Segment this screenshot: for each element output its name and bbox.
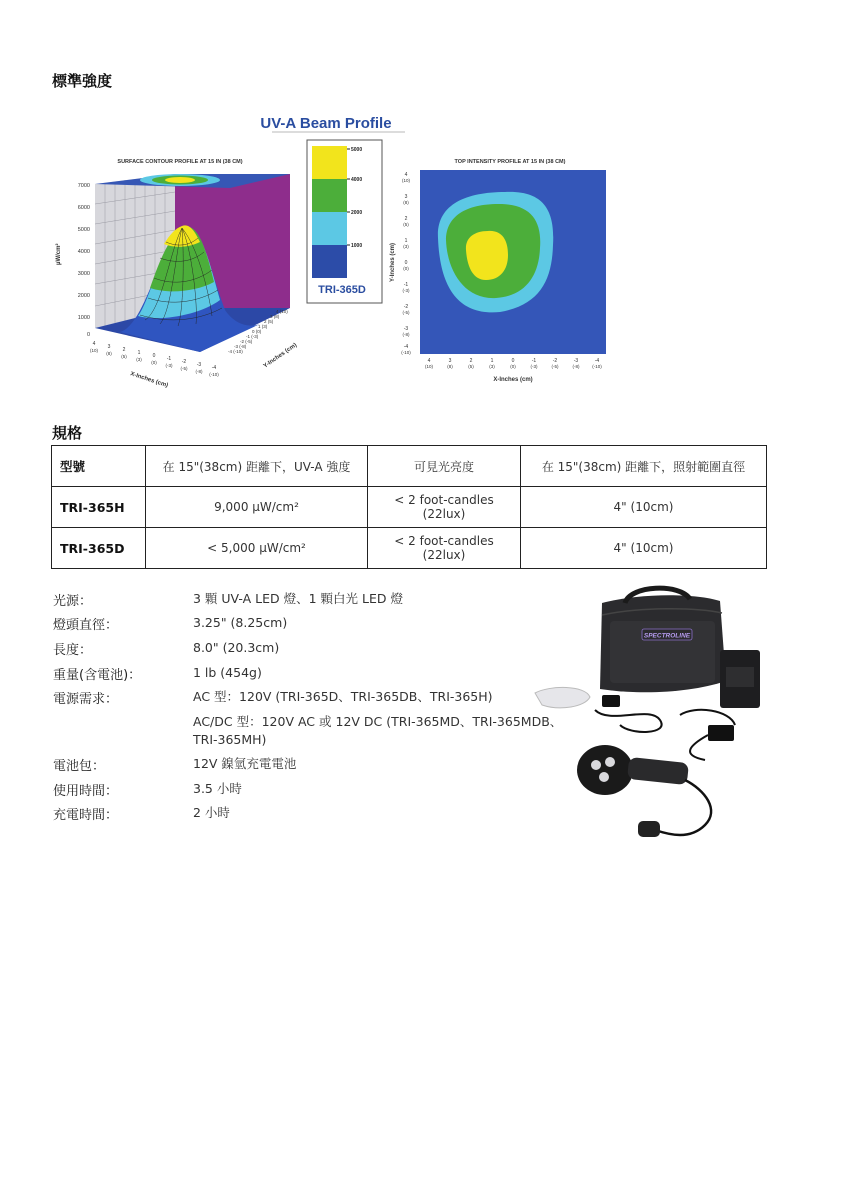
- top-profile-title: TOP INTENSITY PROFILE AT 15 IN (38 CM): [454, 159, 566, 165]
- surface-x-label: X-Inches (cm): [129, 371, 169, 390]
- spec-value-weight: 1 lb (454g): [193, 665, 262, 680]
- legend-model-label: TRI-365D: [318, 284, 366, 296]
- top-ysub: (-8): [402, 332, 410, 337]
- surface-ztick: 1 (3): [258, 324, 268, 329]
- table-cell: 4" (10cm): [521, 487, 767, 528]
- table-cell-model: TRI-365D: [52, 528, 146, 569]
- table-header-cell: 可見光亮度: [368, 446, 521, 487]
- surface-xsub: (-5): [180, 366, 188, 371]
- lamp-head: [577, 745, 633, 795]
- legend-value: 2000: [351, 210, 363, 216]
- charger-plug: [602, 695, 620, 707]
- top-y-ticks: [401, 172, 411, 350]
- top-ytick: -4: [403, 344, 409, 350]
- legend-value: 4000: [351, 177, 363, 183]
- surface-ytick: 2000: [77, 293, 90, 299]
- surface-ztick: -4 (-10): [228, 349, 243, 354]
- spec-value-length: 8.0" (20.3cm): [193, 640, 280, 655]
- top-y-label: Y-Inches (cm): [390, 242, 396, 282]
- spec-label-light-source: 光源：: [53, 594, 93, 609]
- intensity-legend: [307, 140, 382, 303]
- surface-xsub: (0): [151, 360, 157, 365]
- surface-ztick: 0 (0): [252, 329, 262, 334]
- bag-logo-text: SPECTROLINE: [643, 632, 691, 640]
- beam-profile-svg: [50, 110, 610, 400]
- top-xsub: (-10): [592, 364, 602, 369]
- surface-xtick: 1: [137, 350, 141, 356]
- surface-profile-title: SURFACE CONTOUR PROFILE AT 15 IN (38 CM): [117, 159, 243, 165]
- table-cell: < 2 foot-candles (22lux): [368, 528, 521, 569]
- table-cell: 4" (10cm): [521, 528, 767, 569]
- surface-xtick: 2: [122, 347, 126, 353]
- surface-z-label: Y-Inches (cm): [262, 342, 299, 370]
- spec-value-power-ac: AC 型：120V (TRI-365D、TRI-365DB、TRI-365H): [193, 689, 493, 704]
- surface-ztick: -1 (-3): [246, 334, 259, 339]
- spec-value-light-source: 3 顆 UV-A LED 燈、1 顆白光 LED 燈: [193, 591, 403, 606]
- charger-cable: [595, 710, 662, 732]
- battery-label: [726, 667, 754, 687]
- top-xsub: (-8): [572, 364, 580, 369]
- table-header-cell: 型號: [52, 446, 146, 487]
- top-x-label: X-Inches (cm): [493, 377, 533, 383]
- top-xtick: 1: [490, 358, 494, 364]
- spec-value-battery: 12V 鎳氫充電電池: [193, 756, 297, 771]
- surface-xsub: (-8): [195, 369, 203, 374]
- top-ytick: -1: [403, 282, 409, 288]
- surface-top-yellow: [165, 177, 195, 183]
- lamp-handle: [627, 757, 689, 785]
- section-title-specs: 規格: [52, 424, 83, 442]
- surface-xsub: (5): [121, 354, 127, 359]
- spec-label-battery: 電池包：: [53, 759, 106, 774]
- spec-label-power: 電源需求：: [53, 692, 119, 707]
- lamp-led: [599, 772, 609, 782]
- ac-adapter: [708, 725, 734, 741]
- top-xtick: -2: [552, 358, 558, 364]
- top-ysub: (-3): [402, 288, 410, 293]
- surface-ytick: 1000: [77, 315, 90, 321]
- beam-figure-title: UV-A Beam Profile: [260, 115, 392, 132]
- surface-xtick: -2: [181, 359, 187, 365]
- surface-ztick: 4 (10): [276, 309, 288, 314]
- top-xsub: (10): [424, 364, 434, 369]
- surface-ztick: 3 (8): [270, 314, 280, 319]
- top-x-subticks: [425, 364, 602, 369]
- spec-label-head-diameter: 燈頭直徑：: [53, 618, 119, 633]
- surface-xsub: (10): [89, 348, 99, 353]
- top-ytick: -2: [403, 304, 409, 310]
- spec-label-weight: 重量(含電池)：: [53, 668, 142, 683]
- table-row: [52, 487, 767, 528]
- product-photo-svg: [530, 585, 770, 850]
- spec-value-power-acdc-cont: TRI-365MH): [193, 732, 267, 747]
- top-ysub: (-5): [402, 310, 410, 315]
- surface-ztick: 2 (5): [264, 319, 274, 324]
- surface-xtick: 4: [92, 341, 96, 347]
- top-xtick: -3: [573, 358, 579, 364]
- spec-table: [51, 445, 767, 569]
- beam-profile-figure: [50, 110, 610, 400]
- surface-xsub: (3): [136, 357, 142, 362]
- safety-glasses: [535, 687, 590, 707]
- surface-ytick: 7000: [77, 183, 90, 189]
- table-header-row: [52, 446, 767, 487]
- top-ysub: (5): [403, 222, 409, 227]
- spec-value-charge-time: 2 小時: [193, 805, 230, 820]
- top-xsub: (8): [447, 364, 453, 369]
- surface-xtick: -4: [211, 365, 217, 371]
- lamp-led: [605, 757, 615, 767]
- top-ytick: -3: [403, 326, 409, 332]
- top-ytick: 4: [404, 172, 408, 178]
- surface-ytick: 3000: [77, 271, 90, 277]
- spec-label-charge-time: 充電時間：: [53, 808, 119, 823]
- lamp-cord: [655, 780, 711, 835]
- table-cell: < 5,000 µW/cm²: [146, 528, 368, 569]
- legend-swatch-yellow: [312, 146, 347, 179]
- top-xtick: 4: [427, 358, 431, 364]
- surface-xtick: 0: [152, 353, 156, 359]
- legend-value: 1000: [351, 243, 363, 249]
- surface-xsub: (8): [106, 351, 112, 356]
- surface-y-ticks: [78, 183, 90, 338]
- top-xsub: (-3): [530, 364, 538, 369]
- spec-label-run-time: 使用時間：: [53, 784, 119, 799]
- surface-xsub: (-10): [209, 372, 219, 377]
- top-ysub: (10): [401, 178, 411, 183]
- legend-value: 5000: [351, 147, 363, 153]
- top-ysub: (3): [403, 244, 409, 249]
- lamp-led: [591, 760, 601, 770]
- spec-value-head-diameter: 3.25" (8.25cm): [193, 615, 288, 630]
- surface-xtick: 3: [107, 344, 111, 350]
- table-cell: < 2 foot-candles (22lux): [368, 487, 521, 528]
- top-xsub: (-5): [551, 364, 559, 369]
- legend-swatch-cyan: [312, 212, 347, 245]
- top-xtick: 0: [511, 358, 515, 364]
- top-xtick: -1: [531, 358, 537, 364]
- spec-value-power-acdc: AC/DC 型：120V AC 或 12V DC (TRI-365MD、TRI-365MDB、: [193, 714, 563, 729]
- table-cell-model: TRI-365H: [52, 487, 146, 528]
- spec-value-run-time: 3.5 小時: [193, 781, 242, 796]
- table-header-cell: 在 15"(38cm) 距離下，UV-A 強度: [146, 446, 368, 487]
- surface-xtick: -1: [166, 356, 172, 362]
- top-ysub: (0): [403, 266, 409, 271]
- surface-ytick: 0: [86, 332, 90, 338]
- surface-ytick: 5000: [77, 227, 90, 233]
- top-ytick: 1: [404, 238, 408, 244]
- surface-y-label: µW/cm²: [56, 243, 62, 265]
- top-xtick: -4: [594, 358, 600, 364]
- top-xtick: 3: [448, 358, 452, 364]
- surface-ytick: 4000: [77, 249, 90, 255]
- legend-swatch-green: [312, 179, 347, 212]
- table-cell: 9,000 µW/cm²: [146, 487, 368, 528]
- top-ytick: 0: [404, 260, 408, 266]
- top-xtick: 2: [469, 358, 473, 364]
- top-ysub: (-10): [401, 350, 411, 355]
- section-title-intensity: 標準強度: [52, 72, 113, 90]
- lamp-connector: [638, 821, 660, 837]
- surface-ytick: 6000: [77, 205, 90, 211]
- top-ytick: 3: [404, 194, 408, 200]
- top-ysub: (8): [403, 200, 409, 205]
- top-xsub: (3): [489, 364, 495, 369]
- surface-ztick: -2 (-5): [240, 339, 253, 344]
- top-xsub: (0): [510, 364, 516, 369]
- product-photo: [530, 585, 770, 850]
- spec-label-length: 長度：: [53, 643, 93, 658]
- top-xsub: (5): [468, 364, 474, 369]
- legend-swatch-blue: [312, 245, 347, 278]
- surface-xsub: (-3): [165, 363, 173, 368]
- table-header-cell: 在 15"(38cm) 距離下，照射範圍直徑: [521, 446, 767, 487]
- surface-ztick: -3 (-8): [234, 344, 247, 349]
- top-ytick: 2: [404, 216, 408, 222]
- table-row: [52, 528, 767, 569]
- surface-xtick: -3: [196, 362, 202, 368]
